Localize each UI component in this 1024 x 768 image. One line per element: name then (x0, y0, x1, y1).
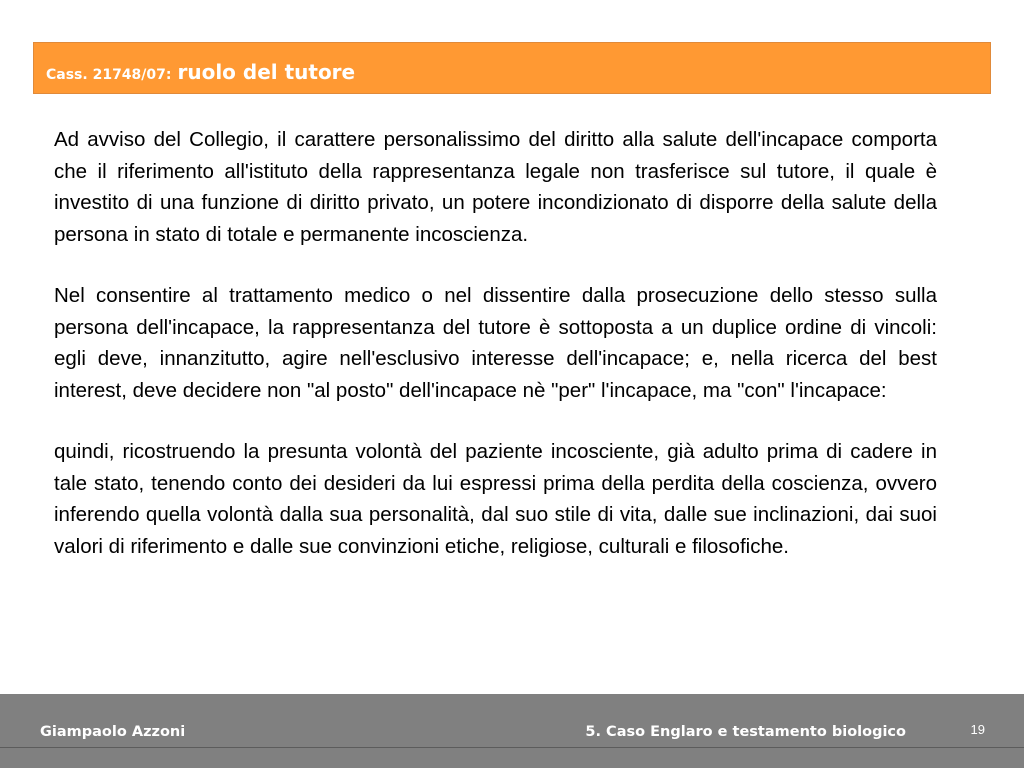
footer-bar (0, 694, 1024, 768)
footer-topic: 5. Caso Englaro e testamento biologico (585, 724, 906, 740)
footer-author: Giampaolo Azzoni (40, 724, 186, 740)
title-bar (33, 42, 991, 94)
paragraph-1: Ad avviso del Collegio, il carattere personalissimo del diritto alla salute dell'incapace comporta che il riferimento all'istituto della rappresentanza legale non trasferisce sul tutore, il quale è investito di una funzione di diritto privato, un potere incondizionato di disporre della salute della persona in stato di totale e permanente incoscienza. (54, 128, 937, 246)
page-number: 19 (970, 722, 985, 737)
paragraph-3: quindi, ricostruendo la presunta volontà del paziente incosciente, già adulto prima di cadere in tale stato, tenendo conto dei desideri da lui espressi prima della perdita della coscienza, ovvero inferendo quella volontà dalla sua personalità, dal suo stile di vita, dalle sue inclinazioni, dai suoi valori di riferimento e dalle sue convinzioni etiche, religiose, culturali e filosofiche. (54, 440, 937, 558)
title-main: ruolo del tutore (177, 60, 356, 84)
paragraph-2: Nel consentire al trattamento medico o nel dissentire dalla prosecuzione dello stesso sulla persona dell'incapace, la rappresentanza del tutore è sottoposta a un duplice ordine di vincoli: egli deve, innanzitutto, agire nell'esclusivo interesse dell'incapace; e, nella ricerca del best interest, deve decidere non "al posto" dell'incapace nè "per" l'incapace, ma "con" l'incapace: (54, 284, 937, 402)
footer-divider (0, 747, 1024, 748)
title-prefix: Cass. 21748/07: (46, 67, 172, 83)
slide-title (46, 60, 355, 84)
slide-body (54, 124, 937, 592)
